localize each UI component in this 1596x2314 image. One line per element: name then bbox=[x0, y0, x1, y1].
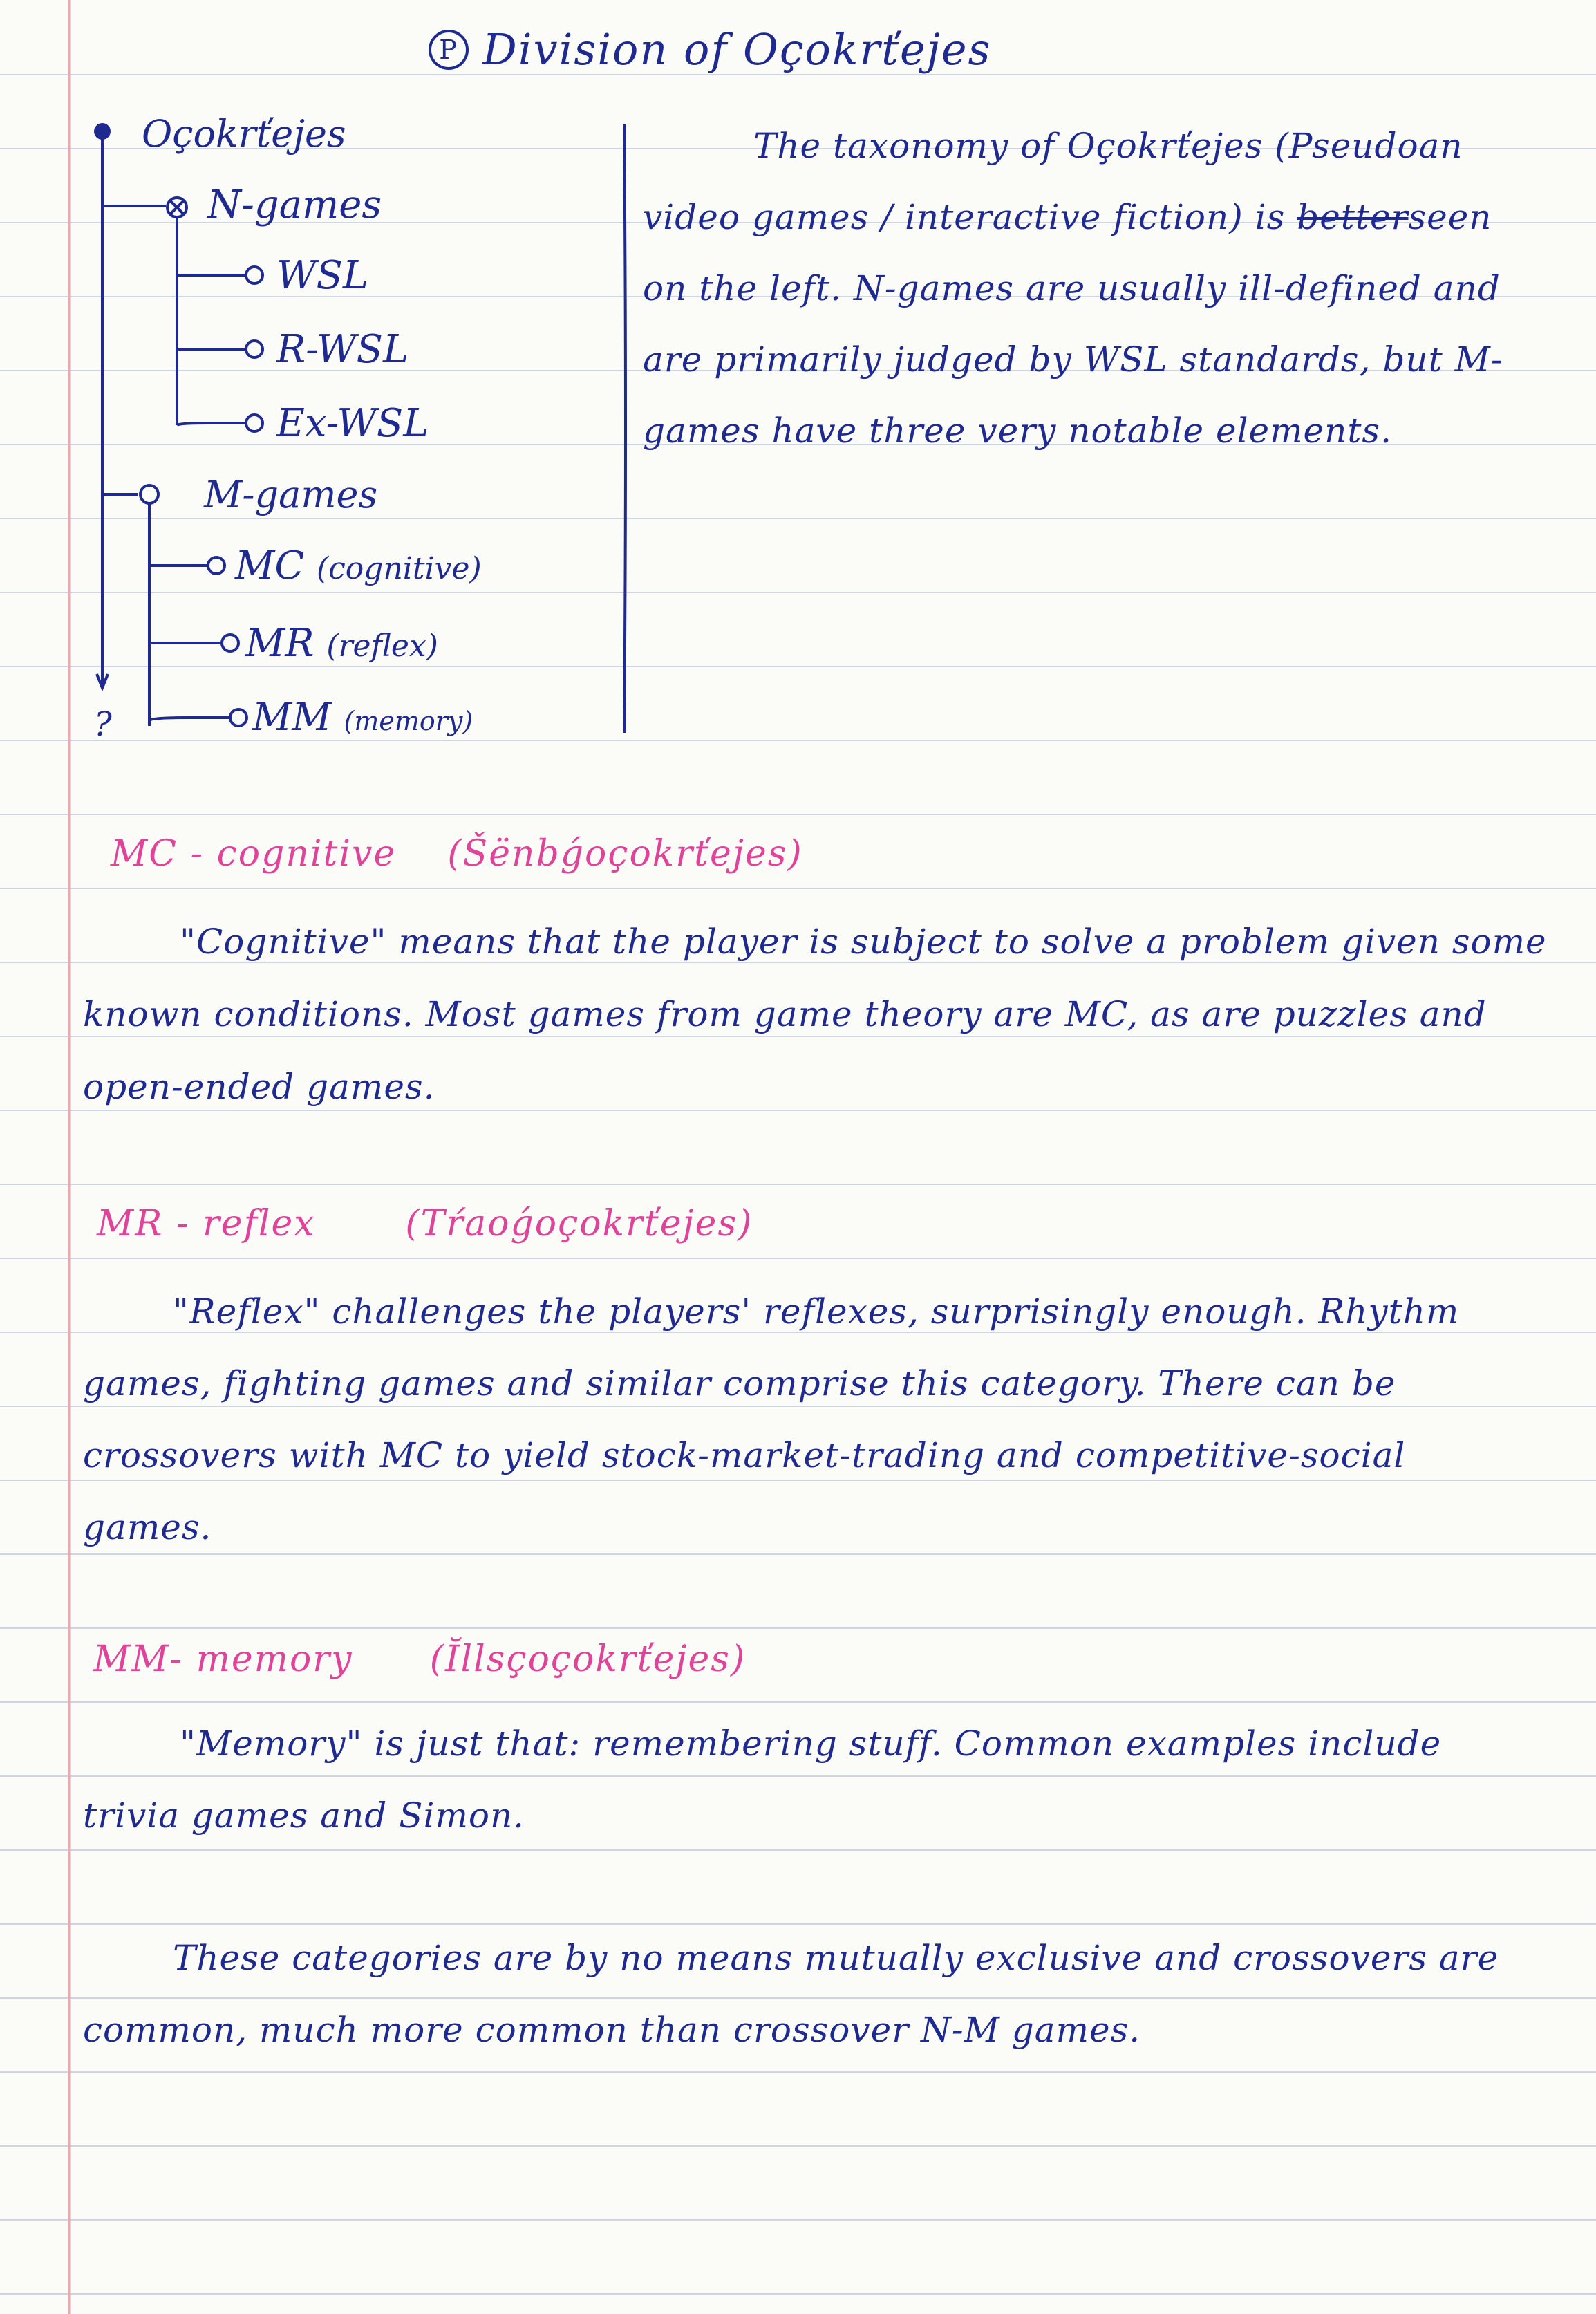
tree-ex-wsl-label: Ex-WSL bbox=[276, 401, 429, 446]
tree-wsl-label: WSL bbox=[276, 253, 369, 298]
section-mm-native: (Ĭllsçoçokrťejes) bbox=[429, 1639, 747, 1680]
section-mr-code: MR - reflex bbox=[97, 1203, 316, 1244]
tree-mc-code: MC bbox=[235, 543, 305, 588]
tree-mc-note: (cognitive) bbox=[317, 551, 482, 586]
section-mr-heading bbox=[97, 1203, 753, 1244]
tree-mr-label bbox=[245, 621, 438, 666]
tree-mr-code: MR bbox=[245, 621, 314, 666]
intro-text-1: The taxonomy of Oçokrťejes (Pseudoan video games / interactive fiction) is bbox=[643, 126, 1463, 237]
tree-mc-label bbox=[235, 543, 482, 588]
section-mc-heading bbox=[111, 833, 803, 875]
tree-n-games-label: N-games bbox=[207, 183, 382, 227]
column-divider bbox=[619, 124, 632, 733]
section-mc-code: MC - cognitive bbox=[111, 833, 397, 875]
section-mc-native: (Šënbǵoçokrťejes) bbox=[447, 833, 803, 875]
intro-text-2: seen on the left. N-games are usually ill-defined and are primarily judged by WSL standards, but M-games have three very notable elements. bbox=[643, 197, 1503, 451]
section-mm-heading bbox=[93, 1639, 746, 1680]
section-mr-native: (Tŕaoǵoçokrťejes) bbox=[405, 1203, 753, 1244]
tree-mr-note: (reflex) bbox=[326, 628, 438, 664]
page-title bbox=[429, 24, 992, 75]
tree-more-marker: ? bbox=[94, 705, 112, 744]
intro-struck-word: better bbox=[1297, 197, 1409, 237]
page-badge: P bbox=[429, 30, 469, 70]
closing-paragraph: These categories are by no means mutually exclusive and crossovers are common, much more common than crossover N-M games. bbox=[83, 1938, 1499, 2050]
tree-mm-label bbox=[252, 695, 473, 740]
section-mr-body: "Reflex" challenges the players' reflexes, surprisingly enough. Rhythm games, fighting games and similar comprise this category. There can be crossovers with MC to yield stock-market-trading and competitive-social games. bbox=[83, 1291, 1460, 1547]
intro-paragraph bbox=[643, 111, 1541, 467]
tree-mm-code: MM bbox=[252, 695, 332, 740]
section-mc-body: "Cognitive" means that the player is subject to solve a problem given some known conditions. Most games from game theory are MC, as are puzzles and open-ended games. bbox=[83, 922, 1547, 1107]
section-mm-body: "Memory" is just that: remembering stuff. Common examples include trivia games and Simon. bbox=[83, 1724, 1442, 1836]
tree-root-label: Oçokrťejes bbox=[142, 112, 346, 156]
tree-r-wsl-label: R-WSL bbox=[276, 327, 409, 372]
section-mm-code: MM- memory bbox=[93, 1639, 353, 1680]
page-title-text: Division of Oçokrťejes bbox=[482, 24, 992, 75]
tree-mm-note: (memory) bbox=[344, 706, 473, 736]
tree-m-games-label: M-games bbox=[204, 473, 378, 516]
